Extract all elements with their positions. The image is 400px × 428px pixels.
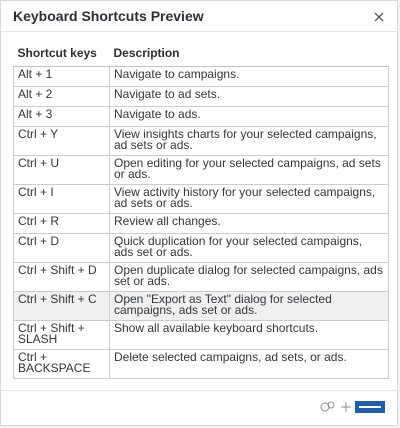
shortcut-key-cell: Alt + 2 [14,87,110,107]
description-cell: Quick duplication for your selected campaigns, ads set or ads. [110,234,389,263]
description-cell: View activity history for your selected campaigns, ad sets or ads. [110,185,389,214]
table-row-selected [14,292,389,321]
shortcut-key-cell: Ctrl + U [14,156,110,185]
column-header-description: Description [110,40,389,67]
table-row [14,107,389,127]
table-row [14,214,389,234]
table-row [14,127,389,156]
description-cell: Navigate to campaigns. [110,67,389,87]
close-button[interactable] [371,9,387,25]
shortcuts-table [13,40,389,379]
shortcuts-table-wrap [13,40,389,379]
description-cell: Review all changes. [110,214,389,234]
table-row [14,87,389,107]
shortcut-key-cell: Ctrl + BACKSPACE [14,350,110,379]
table-row [14,156,389,185]
watermark-logo-icon [319,398,387,416]
shortcut-key-cell: Ctrl + Shift + C [14,292,110,321]
table-row [14,185,389,214]
table-row [14,234,389,263]
table-row [14,321,389,350]
column-header-shortcut-keys: Shortcut keys [14,40,110,67]
shortcut-key-cell: Ctrl + R [14,214,110,234]
shortcut-key-cell: Ctrl + Shift + SLASH [14,321,110,350]
description-cell: Open duplicate dialog for selected campaigns, ads set or ads. [110,263,389,292]
shortcut-key-cell: Alt + 1 [14,67,110,87]
close-icon [371,9,387,25]
shortcut-key-cell: Ctrl + D [14,234,110,263]
description-cell: Navigate to ad sets. [110,87,389,107]
description-cell: Show all available keyboard shortcuts. [110,321,389,350]
dialog-title: Keyboard Shortcuts Preview [13,8,204,24]
shortcut-key-cell: Ctrl + Shift + D [14,263,110,292]
shortcut-key-cell: Ctrl + I [14,185,110,214]
table-row [14,263,389,292]
table-row [14,350,389,379]
description-cell: View insights charts for your selected campaigns, ad sets or ads. [110,127,389,156]
description-cell: Navigate to ads. [110,107,389,127]
dialog-footer [1,390,397,425]
description-cell: Delete selected campaigns, ad sets, or ads. [110,350,389,379]
shortcut-key-cell: Alt + 3 [14,107,110,127]
table-row [14,67,389,87]
description-cell: Open "Export as Text" dialog for selected campaigns, ads set or ads. [110,292,389,321]
shortcut-key-cell: Ctrl + Y [14,127,110,156]
table-header-row [14,40,389,67]
description-cell: Open editing for your selected campaigns, ad sets or ads. [110,156,389,185]
dialog-header [1,1,397,32]
